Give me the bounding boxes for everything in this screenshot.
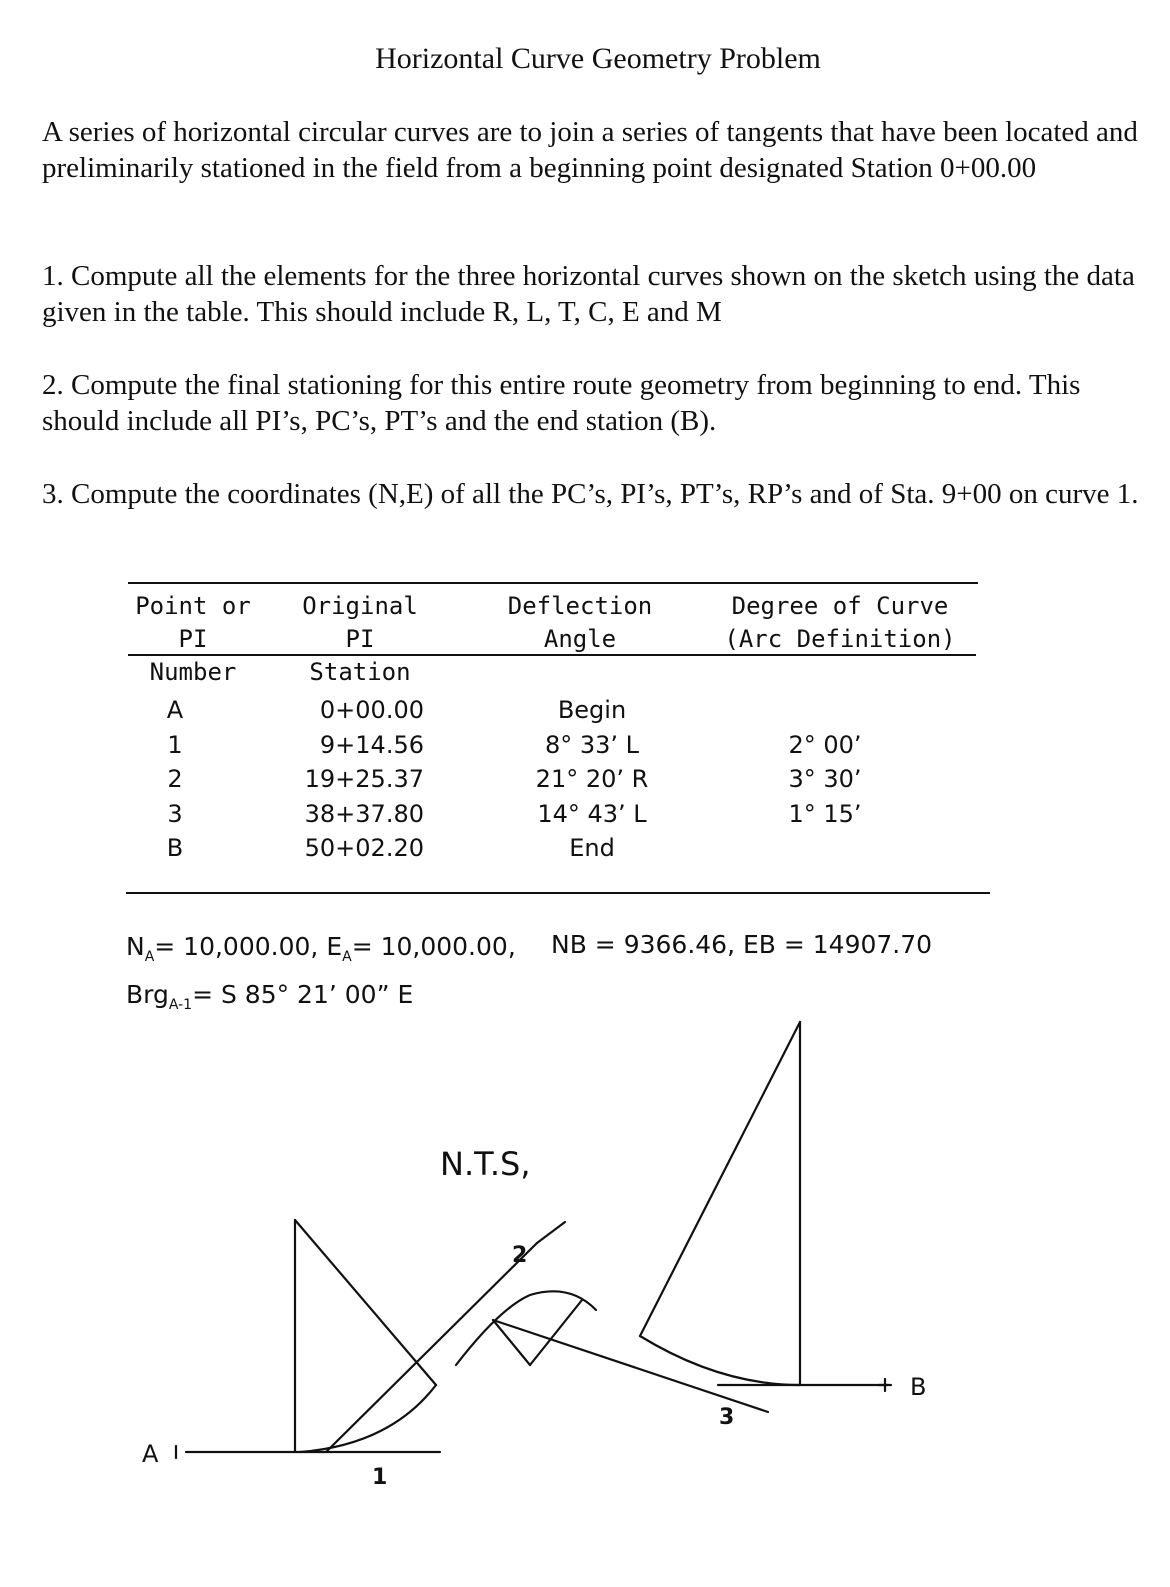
curve-2-radius-pt bbox=[530, 1300, 582, 1365]
intro-paragraph: A series of horizontal circular curves are to join a series of tangents that have been located and preliminarily stationed in the field from a beginning point designated Station 0+00.00 bbox=[42, 116, 1138, 184]
bearing-subscript: A-1 bbox=[168, 997, 193, 1013]
tangent-2-extension bbox=[537, 1222, 565, 1243]
curve-1-radius-pt bbox=[295, 1220, 436, 1385]
table-cell: 8° 33’ L bbox=[544, 730, 640, 759]
question-2: 2. Compute the final stationing for this entire route geometry from beginning to end. This should include all PI’s, PC’s, PT’s and the end station (B). bbox=[42, 369, 1081, 437]
north-a-value: = 10,000.00, bbox=[154, 932, 319, 961]
question-3: 3. Compute the coordinates (N,E) of all the PC’s, PI’s, PT’s, RP’s and of Sta. 9+00 on curve 1. bbox=[42, 478, 1139, 510]
table-cell: 9+14.56 bbox=[319, 730, 424, 759]
header-point-line1: Point or PI bbox=[135, 592, 251, 653]
header-deflection-line2: Angle bbox=[543, 625, 617, 653]
table-cell: 50+02.20 bbox=[304, 834, 424, 862]
header-deflection-line1: Deflection bbox=[507, 592, 653, 620]
header-degree-line1: Degree of Curve bbox=[731, 592, 949, 620]
table-cell: 2 bbox=[167, 765, 183, 793]
table-cell: 19+25.37 bbox=[304, 765, 424, 793]
point-a-subscript: A bbox=[144, 949, 155, 965]
label-curve-2: 2 bbox=[512, 1243, 528, 1268]
curve-1-arc bbox=[300, 1385, 436, 1452]
header-station-line2: PI Station bbox=[309, 625, 411, 686]
table-cell: 2° 00’ bbox=[788, 730, 862, 759]
table-cell: A bbox=[166, 696, 184, 724]
table-cell: 1 bbox=[167, 730, 183, 759]
not-to-scale-note: N.T.S, bbox=[440, 1145, 531, 1183]
east-label: E bbox=[326, 932, 343, 961]
north-label: N bbox=[126, 932, 145, 961]
bearing-label: Brg bbox=[126, 980, 169, 1009]
label-point-a: A bbox=[142, 1440, 159, 1468]
table-cell: 0+00.00 bbox=[319, 696, 424, 724]
east-a-value: = 10,000.00, bbox=[351, 932, 516, 961]
tangent-2-3 bbox=[493, 1320, 768, 1412]
page-title: Horizontal Curve Geometry Problem bbox=[375, 42, 821, 75]
question-1: 1. Compute all the elements for the three horizontal curves shown on the sketch using the data given in the table. This should include R, L, T, C, E and M bbox=[42, 260, 1135, 328]
label-curve-3: 3 bbox=[719, 1405, 735, 1430]
point-a-subscript: A bbox=[342, 949, 352, 965]
table-cell: 1° 15’ bbox=[788, 799, 862, 828]
bearing-value: = S 85° 21’ 00” E bbox=[192, 980, 414, 1009]
table-cell: 14° 43’ L bbox=[537, 799, 647, 828]
header-point-line2: Number bbox=[149, 658, 237, 686]
end-coordinates: NB = 9366.46, EB = 14907.70 bbox=[551, 930, 933, 959]
header-degree-line2: (Arc Definition) bbox=[724, 625, 956, 653]
table-cell: Begin bbox=[557, 696, 627, 724]
header-station-line1: Original bbox=[302, 592, 418, 620]
table-cell: B bbox=[166, 834, 184, 862]
label-curve-1: 1 bbox=[372, 1465, 388, 1490]
table-cell: 3° 30’ bbox=[788, 765, 862, 793]
table-cell: End bbox=[569, 834, 615, 862]
table-cell: 21° 20’ R bbox=[535, 765, 649, 793]
table-cell: 38+37.80 bbox=[304, 799, 424, 828]
table-cell: 3 bbox=[167, 799, 183, 828]
curve-3-radius-pc bbox=[640, 1022, 800, 1336]
tangent-1-2 bbox=[326, 1243, 537, 1452]
label-point-b: B bbox=[910, 1373, 927, 1401]
